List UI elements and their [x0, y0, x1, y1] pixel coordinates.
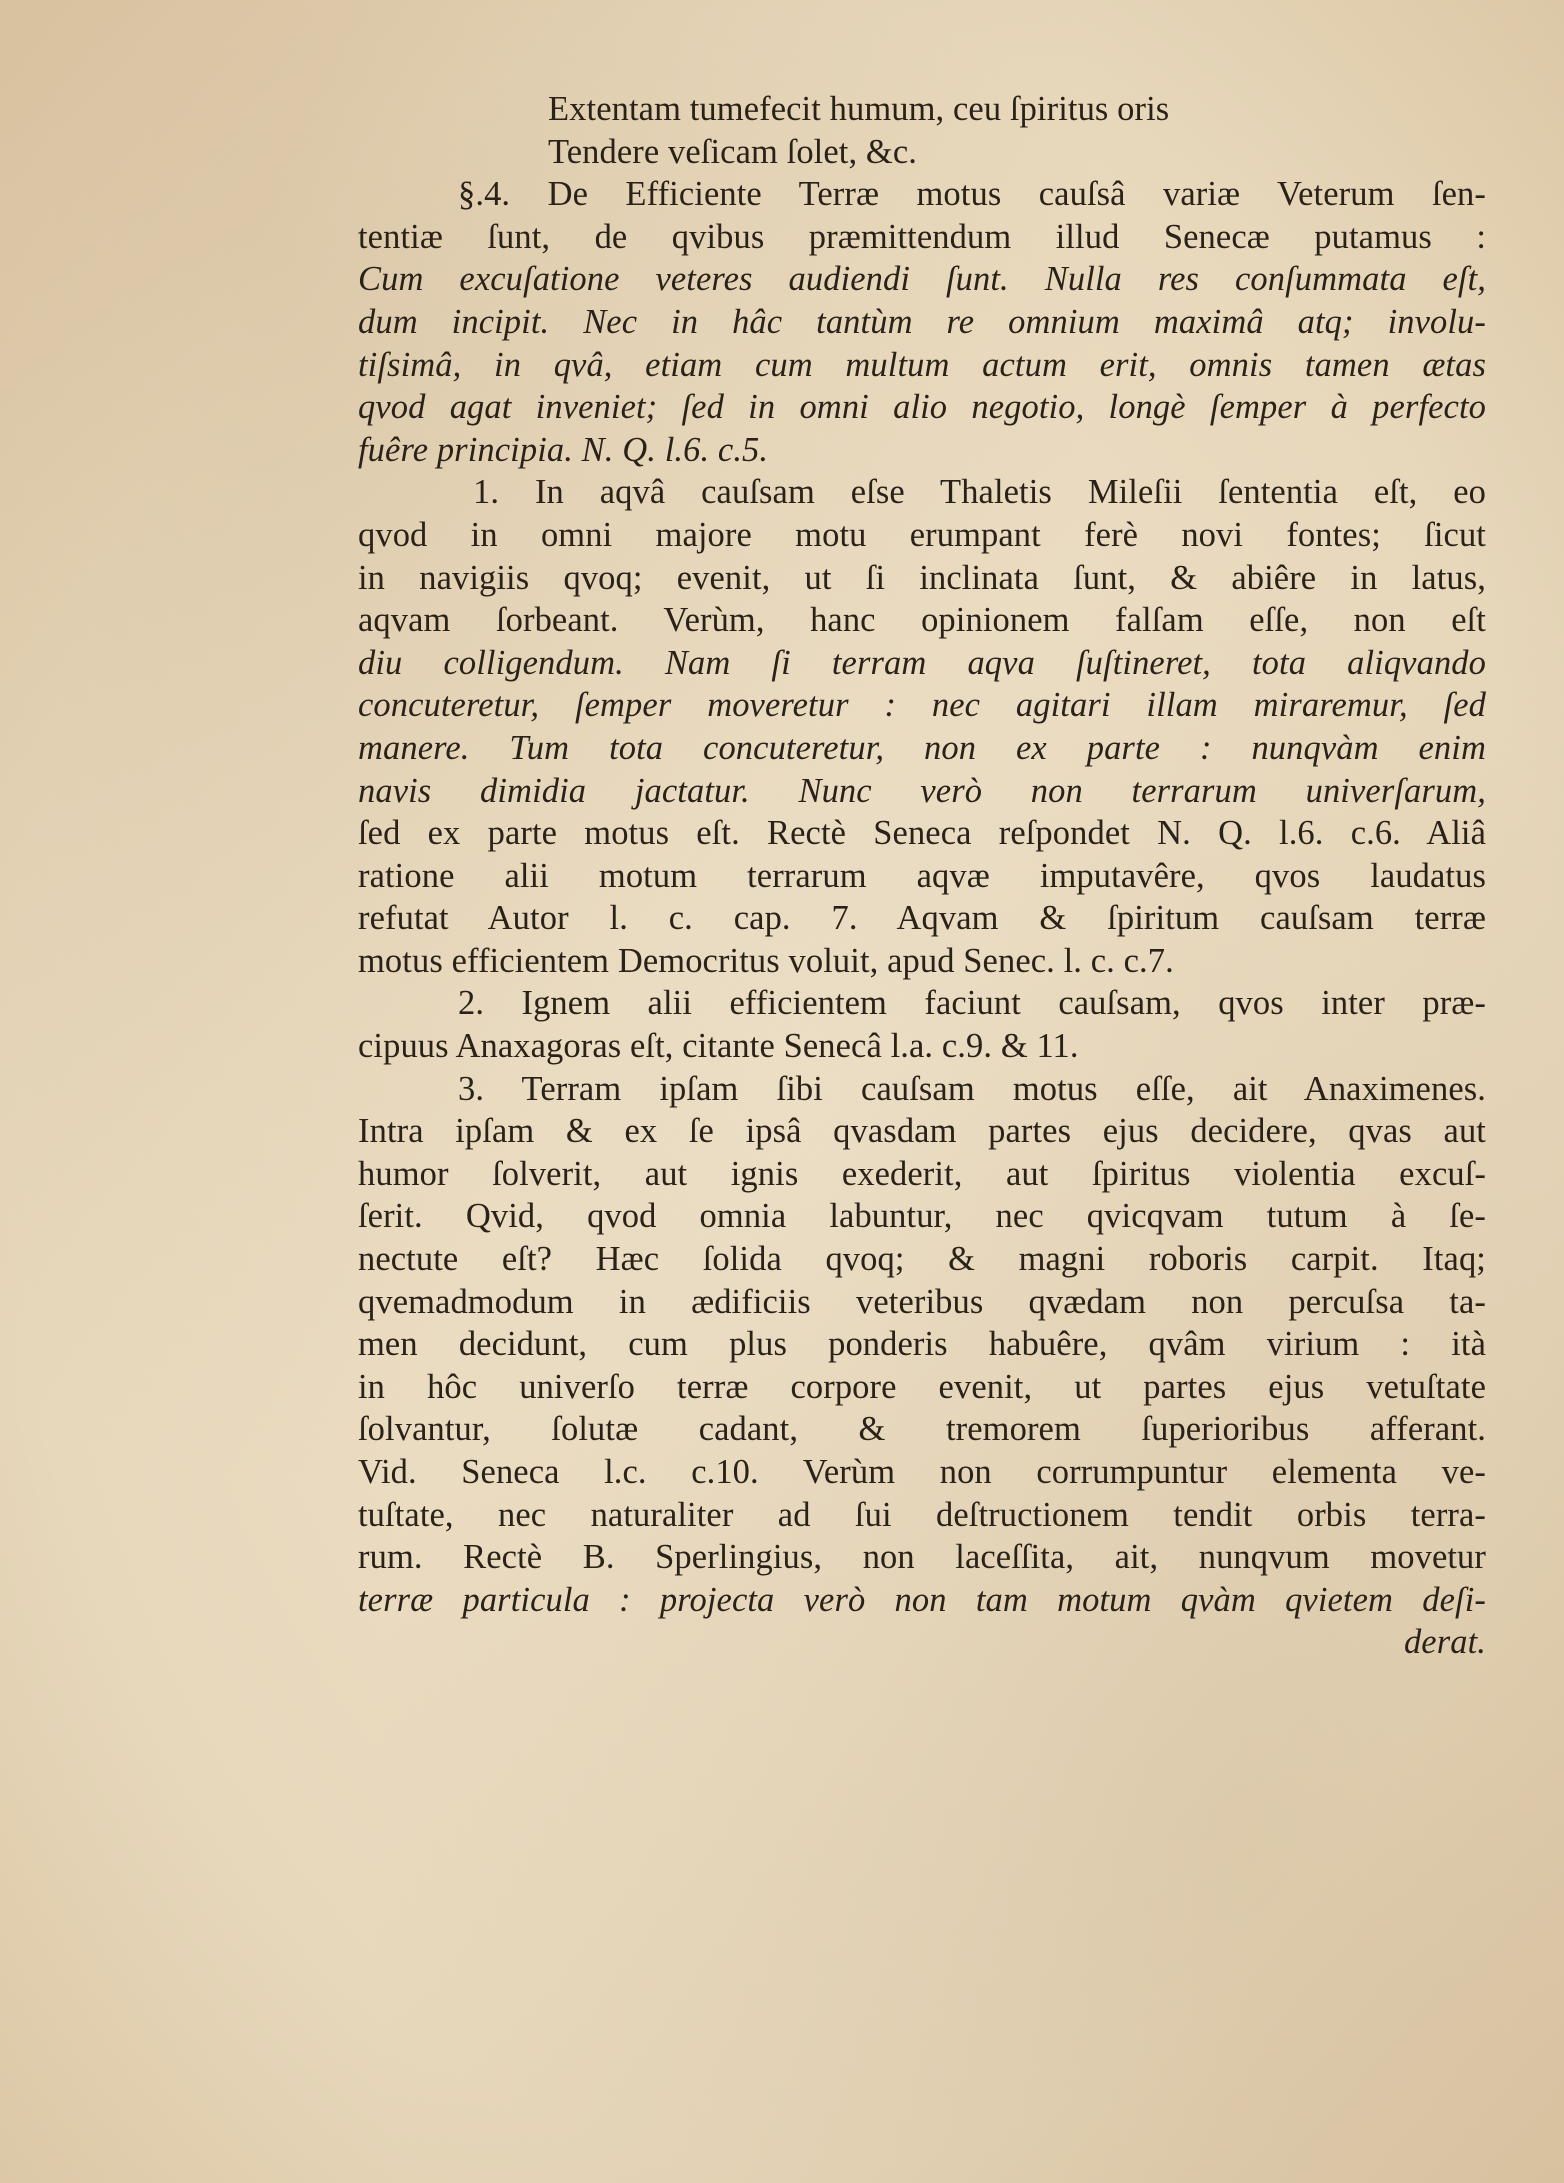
text-line: nectute eſt? Hæc ſolida qvoq; & magni roboris carpit. Itaq;	[358, 1240, 1486, 1279]
text-line: qvemadmodum in ædificiis veteribus qvædam non percuſsa ta-	[358, 1282, 1486, 1321]
text-line: humor ſolverit, aut ignis exederit, aut ſpiritus violentia excuſ-	[358, 1154, 1486, 1193]
text-line: aqvam ſorbeant. Verùm, hanc opinionem falſam eſſe, non eſt	[358, 601, 1486, 640]
text-block	[358, 88, 1486, 1664]
text-line: Extentam tumefecit humum, ceu ſpiritus oris	[548, 90, 1170, 128]
text-line: cipuus Anaxagoras eſt, citante Senecâ l.a. c.9. & 11.	[358, 1027, 1079, 1066]
text-line: rum. Rectè B. Sperlingius, non laceſſita, ait, nunqvum movetur	[358, 1538, 1486, 1577]
text-line: ſerit. Qvid, qvod omnia labuntur, nec qvicqvam tutum à ſe-	[358, 1197, 1486, 1236]
text-line: Vid. Seneca l.c. c.10. Verùm non corrumpuntur elementa ve-	[358, 1453, 1486, 1491]
text-line: tuſtate, nec naturaliter ad ſui deſtructionem tendit orbis terra-	[358, 1495, 1486, 1534]
text-line: 1. In aqvâ cauſsam eſse Thaletis Mileſii ſententia eſt, eo	[473, 473, 1486, 512]
text-line: tentiæ ſunt, de qvibus præmittendum illud Senecæ putamus :	[358, 217, 1486, 256]
text-line: ſolvantur, ſolutæ cadant, & tremorem ſuperioribus afferant.	[358, 1410, 1486, 1449]
text-line: motus efficientem Democritus voluit, apud Senec. l. c. c.7.	[358, 941, 1174, 980]
text-line: Cum excuſatione veteres audiendi ſunt. Nulla res conſummata eſt,	[358, 260, 1486, 299]
text-line: manere. Tum tota concuteretur, non ex parte : nunqvàm enim	[358, 728, 1486, 767]
text-line: 3. Terram ipſam ſibi cauſsam motus eſſe, ait Anaximenes.	[458, 1069, 1486, 1108]
text-line: fuêre principia. N. Q. l.6. c.5.	[358, 430, 769, 469]
text-line: 2. Ignem alii efficientem faciunt cauſsam, qvos inter præ-	[458, 984, 1486, 1023]
text-line: Intra ipſam & ex ſe ipsâ qvasdam partes ejus decidere, qvas aut	[358, 1112, 1486, 1151]
text-line: terræ particula : projecta verò non tam motum qvàm qvietem deſi-	[358, 1580, 1486, 1619]
text-line: in navigiis qvoq; evenit, ut ſi inclinata ſunt, & abiêre in latus,	[358, 558, 1486, 597]
text-line: in hôc univerſo terræ corpore evenit, ut partes ejus vetuſtate	[358, 1367, 1486, 1406]
text-line: qvod in omni majore motu erumpant ferè novi fontes; ſicut	[358, 515, 1486, 554]
text-line: refutat Autor l. c. cap. 7. Aqvam & ſpiritum cauſsam terræ	[358, 899, 1486, 938]
text-line: tiſsimâ, in qvâ, etiam cum multum actum erit, omnis tamen ætas	[358, 345, 1486, 384]
text-line: ſed ex parte motus eſt. Rectè Seneca reſpondet N. Q. l.6. c.6. Aliâ	[358, 814, 1486, 853]
text-line: ratione alii motum terrarum aqvæ imputavêre, qvos laudatus	[358, 856, 1486, 895]
text-line: derat.	[1403, 1623, 1486, 1662]
text-line: navis dimidia jactatur. Nunc verò non terrarum univerſarum,	[358, 771, 1486, 810]
text-line: diu colligendum. Nam ſi terram aqva ſuſtineret, tota aliqvando	[358, 643, 1486, 682]
text-line: qvod agat inveniet; ſed in omni alio negotio, longè ſemper à perfecto	[358, 388, 1486, 427]
text-line: concuteretur, ſemper moveretur : nec agitari illam miraremur, ſed	[358, 686, 1486, 725]
text-line: §.4. De Efficiente Terræ motus cauſsâ variæ Veterum ſen-	[458, 175, 1486, 214]
text-line: Tendere veſicam ſolet, &c.	[548, 132, 917, 171]
text-line: dum incipit. Nec in hâc tantùm re omnium maximâ atq; involu-	[358, 302, 1486, 341]
text-line: men decidunt, cum plus ponderis habuêre, qvâm virium : ità	[358, 1325, 1486, 1364]
